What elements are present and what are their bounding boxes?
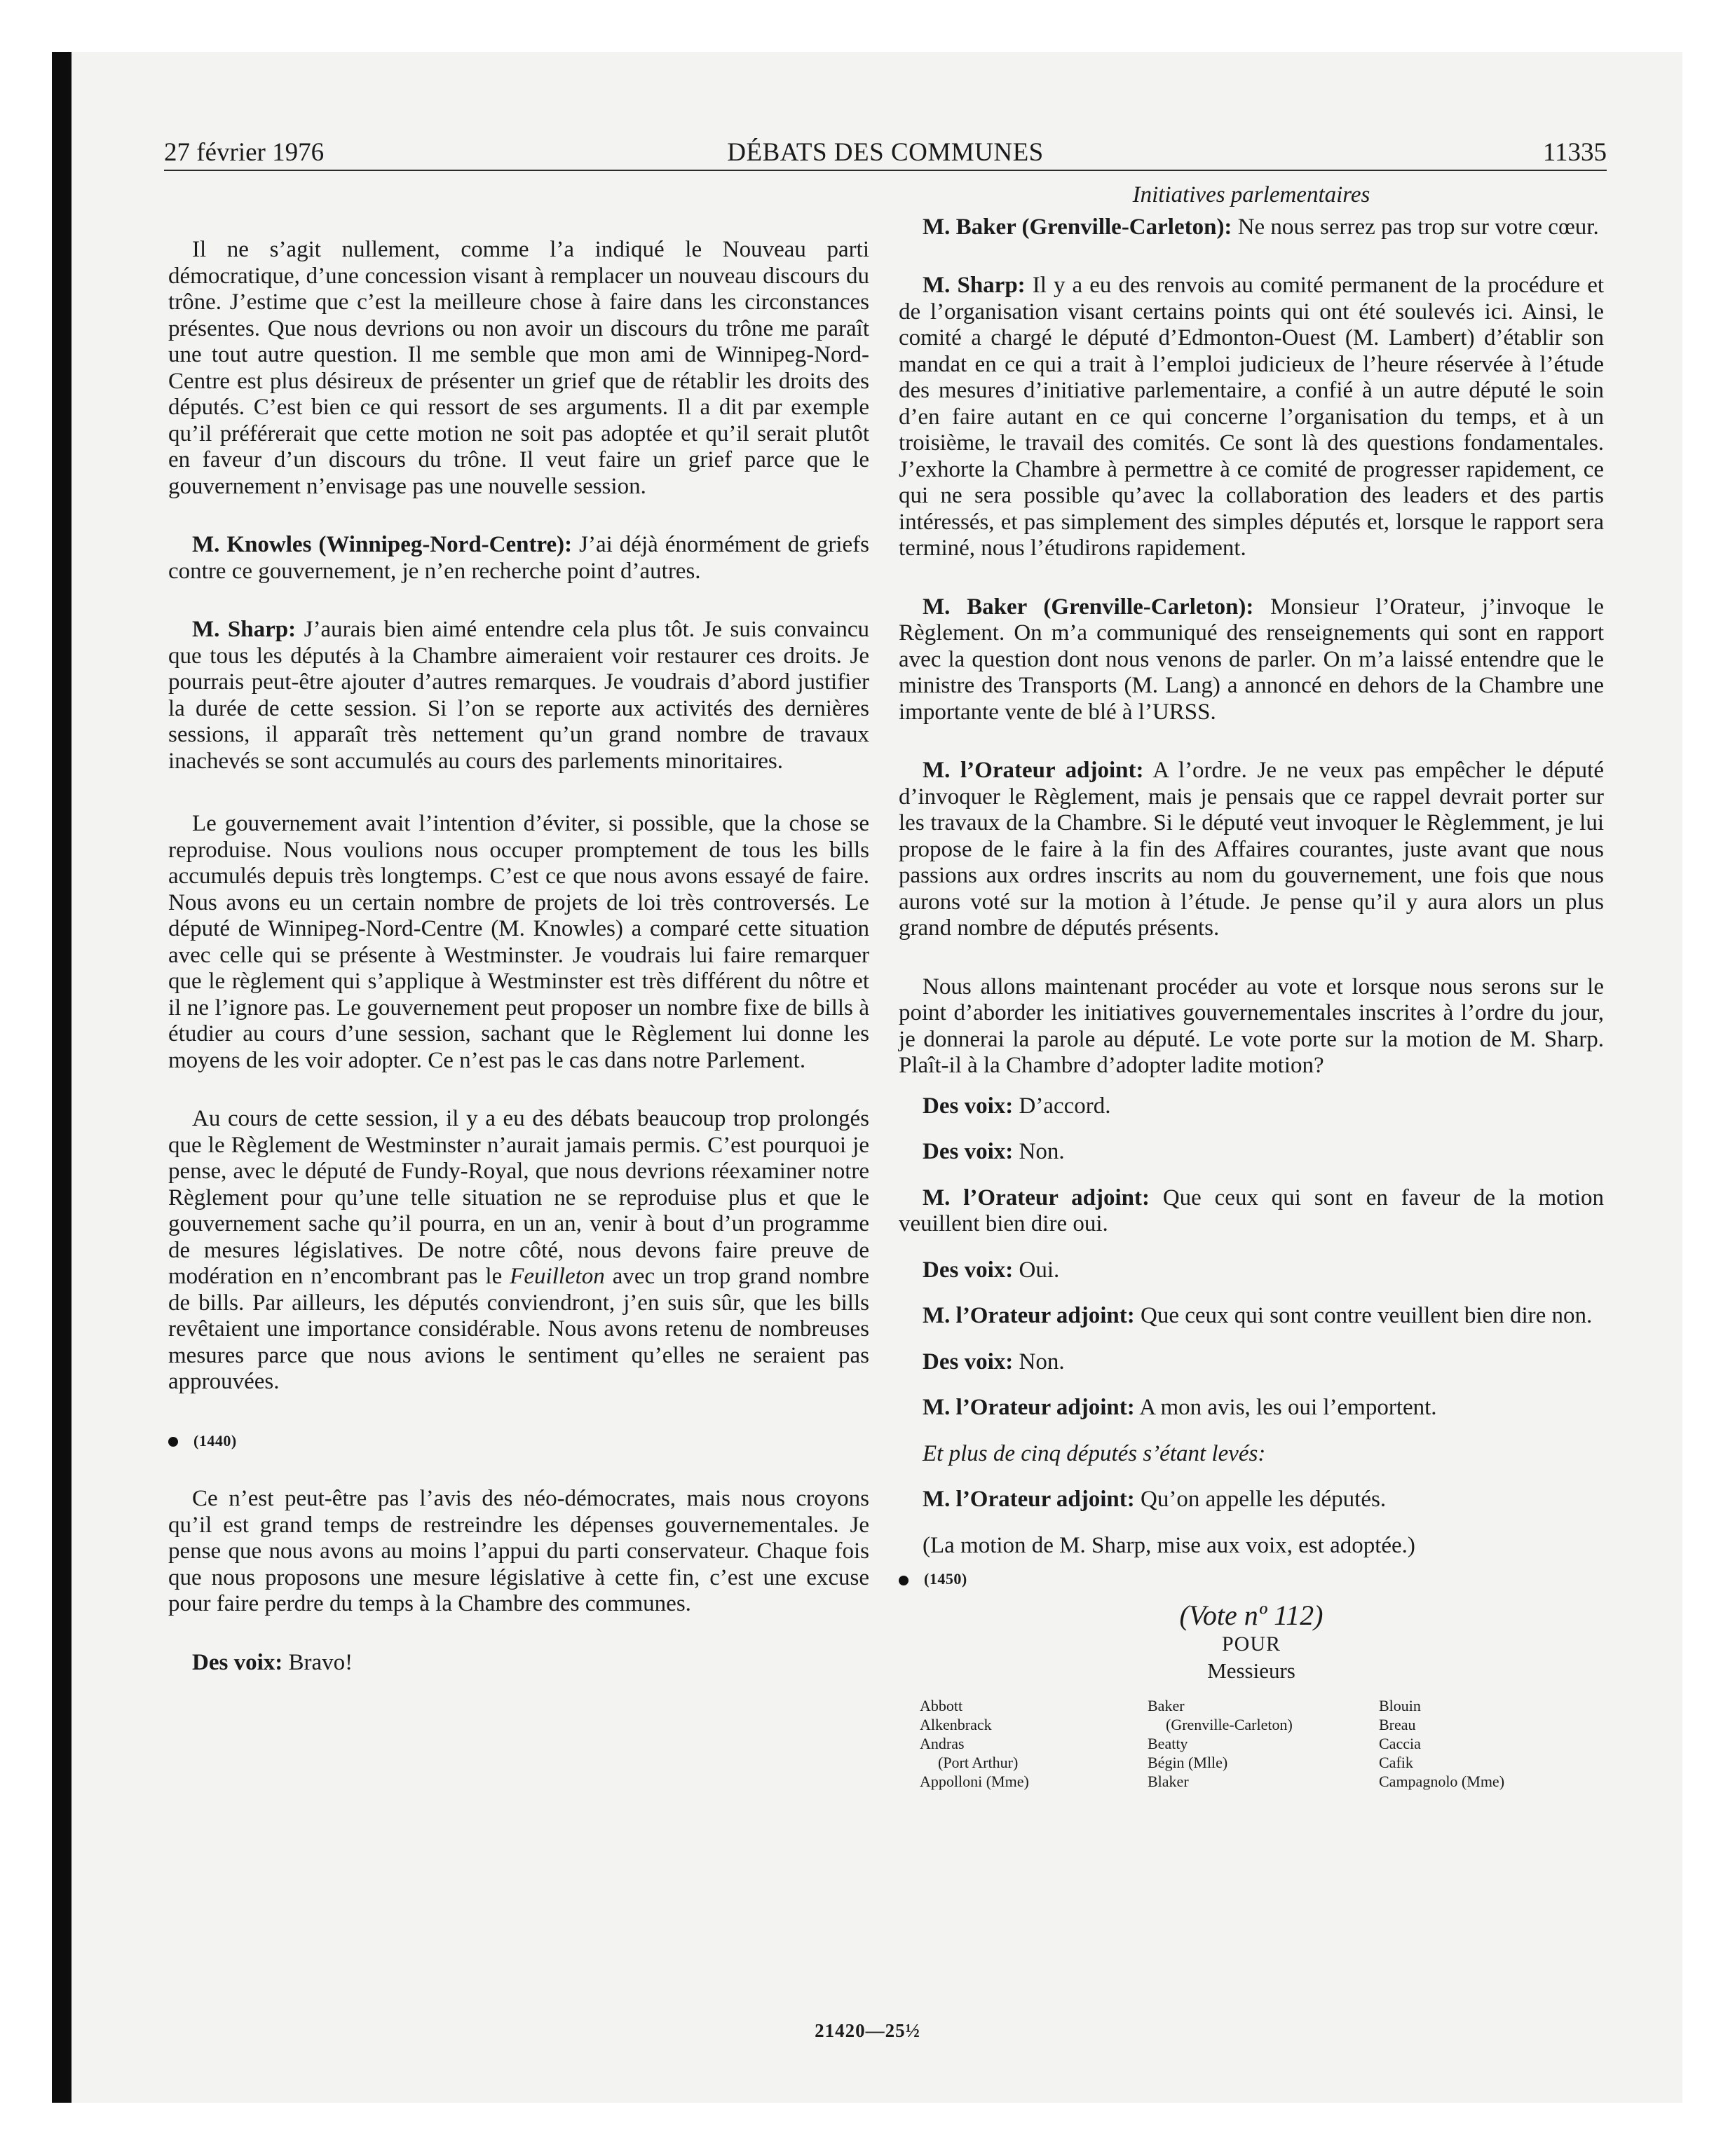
speech-text: Qu’on appelle les députés. [1134, 1487, 1387, 1512]
paragraph [899, 214, 1604, 241]
member-riding: (Port Arthur) [938, 1754, 1019, 1771]
paragraph [899, 1487, 1604, 1513]
member-name: Appolloni (Mme) [920, 1773, 1029, 1790]
paragraph [899, 758, 1604, 942]
speaker: M. Baker (Grenville-Carleton): [923, 594, 1254, 620]
speaker: M. l’Orateur adjoint: [923, 1185, 1150, 1210]
bullet-icon [899, 1576, 909, 1585]
speech-text: Il y a eu des renvois au comité permanent de la procédure et de l’organisation visant certains points qui ont été soulevés ici. Ainsi, le comité a chargé le député d’Edmonton-Ouest (M. Lambert) d’établir son mandat en ce qui a trait à l’emploi judicieux de l’heure réservée à l’étude des mesures d’initiative parlementaire, a confié à un autre député le soin d’en faire autant en ce qui concerne l’organisation du temps, et à un troisième, le travail des comités. Ce sont là des questions fondamentales. J’exhorte la Chambre à permettre à ce comité de progresser rapidement, ce qui ne sera possible qu’avec la collaboration des leaders et des partis intéressés, et pas simplement des simples députés et, lorsque le rapport sera terminé, nous l’étudirons rapidement. [899, 273, 1605, 561]
paragraph: Nous allons maintenant procéder au vote et lorsque nous serons sur le point d’aborder les initiatives gouvernementales inscrites à l’ordre du jour, je donnerai la parole au député. Le vote porte sur la motion de M. Sharp. Plaît-il à la Chambre d’adopter ladite motion? [899, 974, 1604, 1078]
vote-title: (Vote nº 112) [1179, 1599, 1324, 1631]
paragraph [899, 1395, 1604, 1421]
speech-text: Ne nous serrez pas trop sur votre cœur. [1232, 214, 1599, 240]
paragraph [168, 1106, 869, 1396]
paragraph [899, 1185, 1604, 1238]
speech-text: D’accord. [1013, 1093, 1111, 1119]
speaker: Des voix: [923, 1139, 1014, 1164]
member-name: Baker [1148, 1697, 1185, 1714]
speech-text: Que ceux qui sont contre veuillent bien dire non. [1134, 1303, 1593, 1328]
member-name: Cafik [1379, 1754, 1413, 1771]
paragraph: Il ne s’agit nullement, comme l’a indiqué le Nouveau parti démocratique, d’une concession visant à remplacer un nouveau discours du trône. J’estime que c’est la meilleure chose à faire dans les circonstances présentes. Que nous devrions ou non avoir un discours du trône me paraît une tout autre question. Il me semble que mon ami de Winnipeg-Nord-Centre est plus désireux de présenter un grief que de rétablir les droits des députés. C’est bien ce qui ressort de ses arguments. Il a dit par exemple qu’il préférerait que cette motion ne soit pas adoptée et qu’il serait plutôt en faveur d’un discours du trône. Il veut faire un grief parce que le gouvernement n’envisage pas une nouvelle session. [168, 237, 869, 499]
left-column [168, 182, 869, 1676]
names-column-3 [1379, 1696, 1504, 1791]
section-rubric: Initiatives parlementaires [1132, 182, 1370, 207]
paragraph [899, 1349, 1604, 1376]
time-marker [168, 1428, 869, 1454]
member-name: Abbott [920, 1697, 963, 1714]
speaker: M. Knowles (Winnipeg-Nord-Centre): [192, 532, 573, 557]
speech-text: J’aurais bien aimé entendre cela plus tôt. Je suis convaincu que tous les députés à la Chambre aimeraient voir restaurer ces droits. Je pourrais peut-être ajouter d’autres remarques. Je voudrais d’abord justifier la durée de cette session. Si l’on se reporte aux activités des dernières sessions, il apparaît très nettement qu’un grand nombre de travaux inachevés se sont accumulés au cours des parlements minoritaires. [168, 617, 869, 774]
vote-pour-heading: POUR [1221, 1632, 1281, 1656]
speaker: Des voix: [923, 1257, 1014, 1283]
speech-text: J’ai déjà énormément de griefs contre ce gouvernement, je n’en recherche point d’autres. [168, 532, 869, 584]
names-column-1 [920, 1696, 1029, 1791]
paragraph [899, 1139, 1604, 1166]
time-label: (1450) [924, 1570, 967, 1588]
speech-text: Que ceux qui sont en faveur de la motion veuillent bien dire oui. [899, 1185, 1604, 1236]
paragraph [899, 273, 1604, 562]
bullet-icon [168, 1437, 178, 1447]
speaker: M. l’Orateur adjoint: [923, 1303, 1135, 1328]
member-riding: (Grenville-Carleton) [1166, 1716, 1293, 1733]
speech-text: A mon avis, les oui l’emportent. [1134, 1395, 1437, 1420]
member-name: Campagnolo (Mme) [1379, 1773, 1505, 1790]
speech-text: Au cours de cette session, il y a eu des débats beaucoup trop prolongés que le Règlement de Westminster n’aurait jamais permis. C’est pourquoi je pense, avec le député de Fundy-Royal, que nous devrions réexaminer notre Règlement pour qu’une telle situation ne se reproduise plus et que le gouvernement sache qu’il pourra, en un an, venir à bout d’un programme de mesures législatives. De notre côté, nous devons faire preuve de modération en n’encombrant pas le [168, 1106, 869, 1289]
member-name: Caccia [1379, 1735, 1421, 1752]
member-name: Breau [1379, 1716, 1416, 1733]
speech-text: A l’ordre. Je ne veux pas empêcher le député d’invoquer le Règlement, mais je pensais que ce rappel devrait porter sur les travaux de la Chambre. Si le député veut invoquer le Règlemment, je lui propose de le faire à la fin des Affaires courantes, juste avant que nous passions aux ordres inscrits au nom du gouvernement, une fois que nous aurons voté sur la motion à l’étude. Je pense qu’il y aura alors un plus grand nombre de députés présents. [899, 758, 1604, 941]
speech-text: Non. [1013, 1139, 1065, 1164]
header-title: DÉBATS DES COMMUNES [727, 138, 1044, 167]
vote-messieurs-heading: Messieurs [1207, 1658, 1295, 1683]
paragraph [899, 594, 1604, 726]
paragraph: Le gouvernement avait l’intention d’éviter, si possible, que la chose se reproduise. Nous voulions nous occuper promptement de tous les bills accumulés depuis très longtemps. C’est ce que nous avons essayé de faire. Nous avons eu un certain nombre de projets de loi très controversés. Le député de Winnipeg-Nord-Centre (M. Knowles) a comparé cette situation avec celle qui se présente à Westminster. Je voudrais lui faire remarquer que le règlement qui s’applique à Westminster est très différent du nôtre et il ne l’ignore pas. Le gouvernement peut proposer un nombre fixe de bills à étudier au cours d’une session, sachant que le Règlement lui donne les moyens de les voir adopter. Ce n’est pas le cas dans notre Parlement. [168, 811, 869, 1073]
binding-edge [52, 52, 72, 2103]
speaker: Des voix: [923, 1349, 1014, 1374]
speaker: Des voix: [192, 1649, 283, 1675]
member-name: Alkenbrack [920, 1716, 992, 1733]
paragraph [899, 1257, 1604, 1284]
speaker: M. l’Orateur adjoint: [923, 758, 1144, 783]
speech-text: Bravo! [283, 1649, 353, 1675]
paragraph [168, 532, 869, 585]
paragraph [168, 617, 869, 775]
speaker: M. Baker (Grenville-Carleton): [923, 214, 1232, 240]
speaker: M. Sharp: [923, 273, 1026, 298]
speaker: M. Sharp: [192, 617, 297, 642]
member-name: Blouin [1379, 1697, 1421, 1714]
speech-text: Oui. [1013, 1257, 1060, 1283]
member-name: Beatty [1148, 1735, 1188, 1752]
member-name: Andras [920, 1735, 965, 1752]
stage-direction: Et plus de cinq députés s’étant levés: [923, 1440, 1266, 1466]
member-name: Bégin (Mlle) [1148, 1754, 1228, 1771]
paragraph [168, 1650, 869, 1677]
header-date: 27 février 1976 [164, 138, 325, 167]
names-column-2 [1148, 1696, 1293, 1791]
right-column [899, 182, 1604, 1801]
speaker: M. l’Orateur adjoint: [923, 1487, 1135, 1512]
time-marker [899, 1566, 1604, 1592]
page-footer-code: 21420—25½ [815, 2020, 920, 2041]
time-label: (1440) [193, 1431, 237, 1449]
motion-result: (La motion de M. Sharp, mise aux voix, est adoptée.) [923, 1532, 1415, 1558]
speaker: M. l’Orateur adjoint: [923, 1395, 1135, 1420]
header-page-number: 11335 [1542, 138, 1607, 167]
page-header [164, 137, 1607, 171]
vote-names-list [899, 1696, 1604, 1801]
speech-text: avec un trop grand nombre de bills. Par ailleurs, les députés conviendront, j’en suis sûr, que les bills revêtaient une importance considérable. Nous avons retenu de nombreuses mesures parce que nous avions le sentiment qu’elles ne seraient pas approuvées. [168, 1264, 869, 1394]
paragraph: Ce n’est peut-être pas l’avis des néo-démocrates, mais nous croyons qu’il est grand temps de restreindre les dépenses gouvernementales. Je pense que nous avons au moins l’appui du parti conservateur. Chaque fois que nous proposons une mesure législative à cette fin, c’est une excuse pour faire perdre du temps à la Chambre des communes. [168, 1486, 869, 1616]
paragraph [899, 1093, 1604, 1120]
member-name: Blaker [1148, 1773, 1189, 1790]
speaker: Des voix: [923, 1093, 1014, 1119]
speech-text-italic: Feuilleton [510, 1264, 605, 1289]
speech-text: Monsieur l’Orateur, j’invoque le Règlement. On m’a communiqué des renseignements qui sont en rapport avec la question dont nous venons de parler. On m’a laissé entendre que le ministre des Transports (M. Lang) a annoncé en dehors de la Chambre une importante vente de blé à l’URSS. [899, 594, 1604, 725]
paragraph [899, 1303, 1604, 1330]
speech-text: Non. [1013, 1349, 1065, 1374]
